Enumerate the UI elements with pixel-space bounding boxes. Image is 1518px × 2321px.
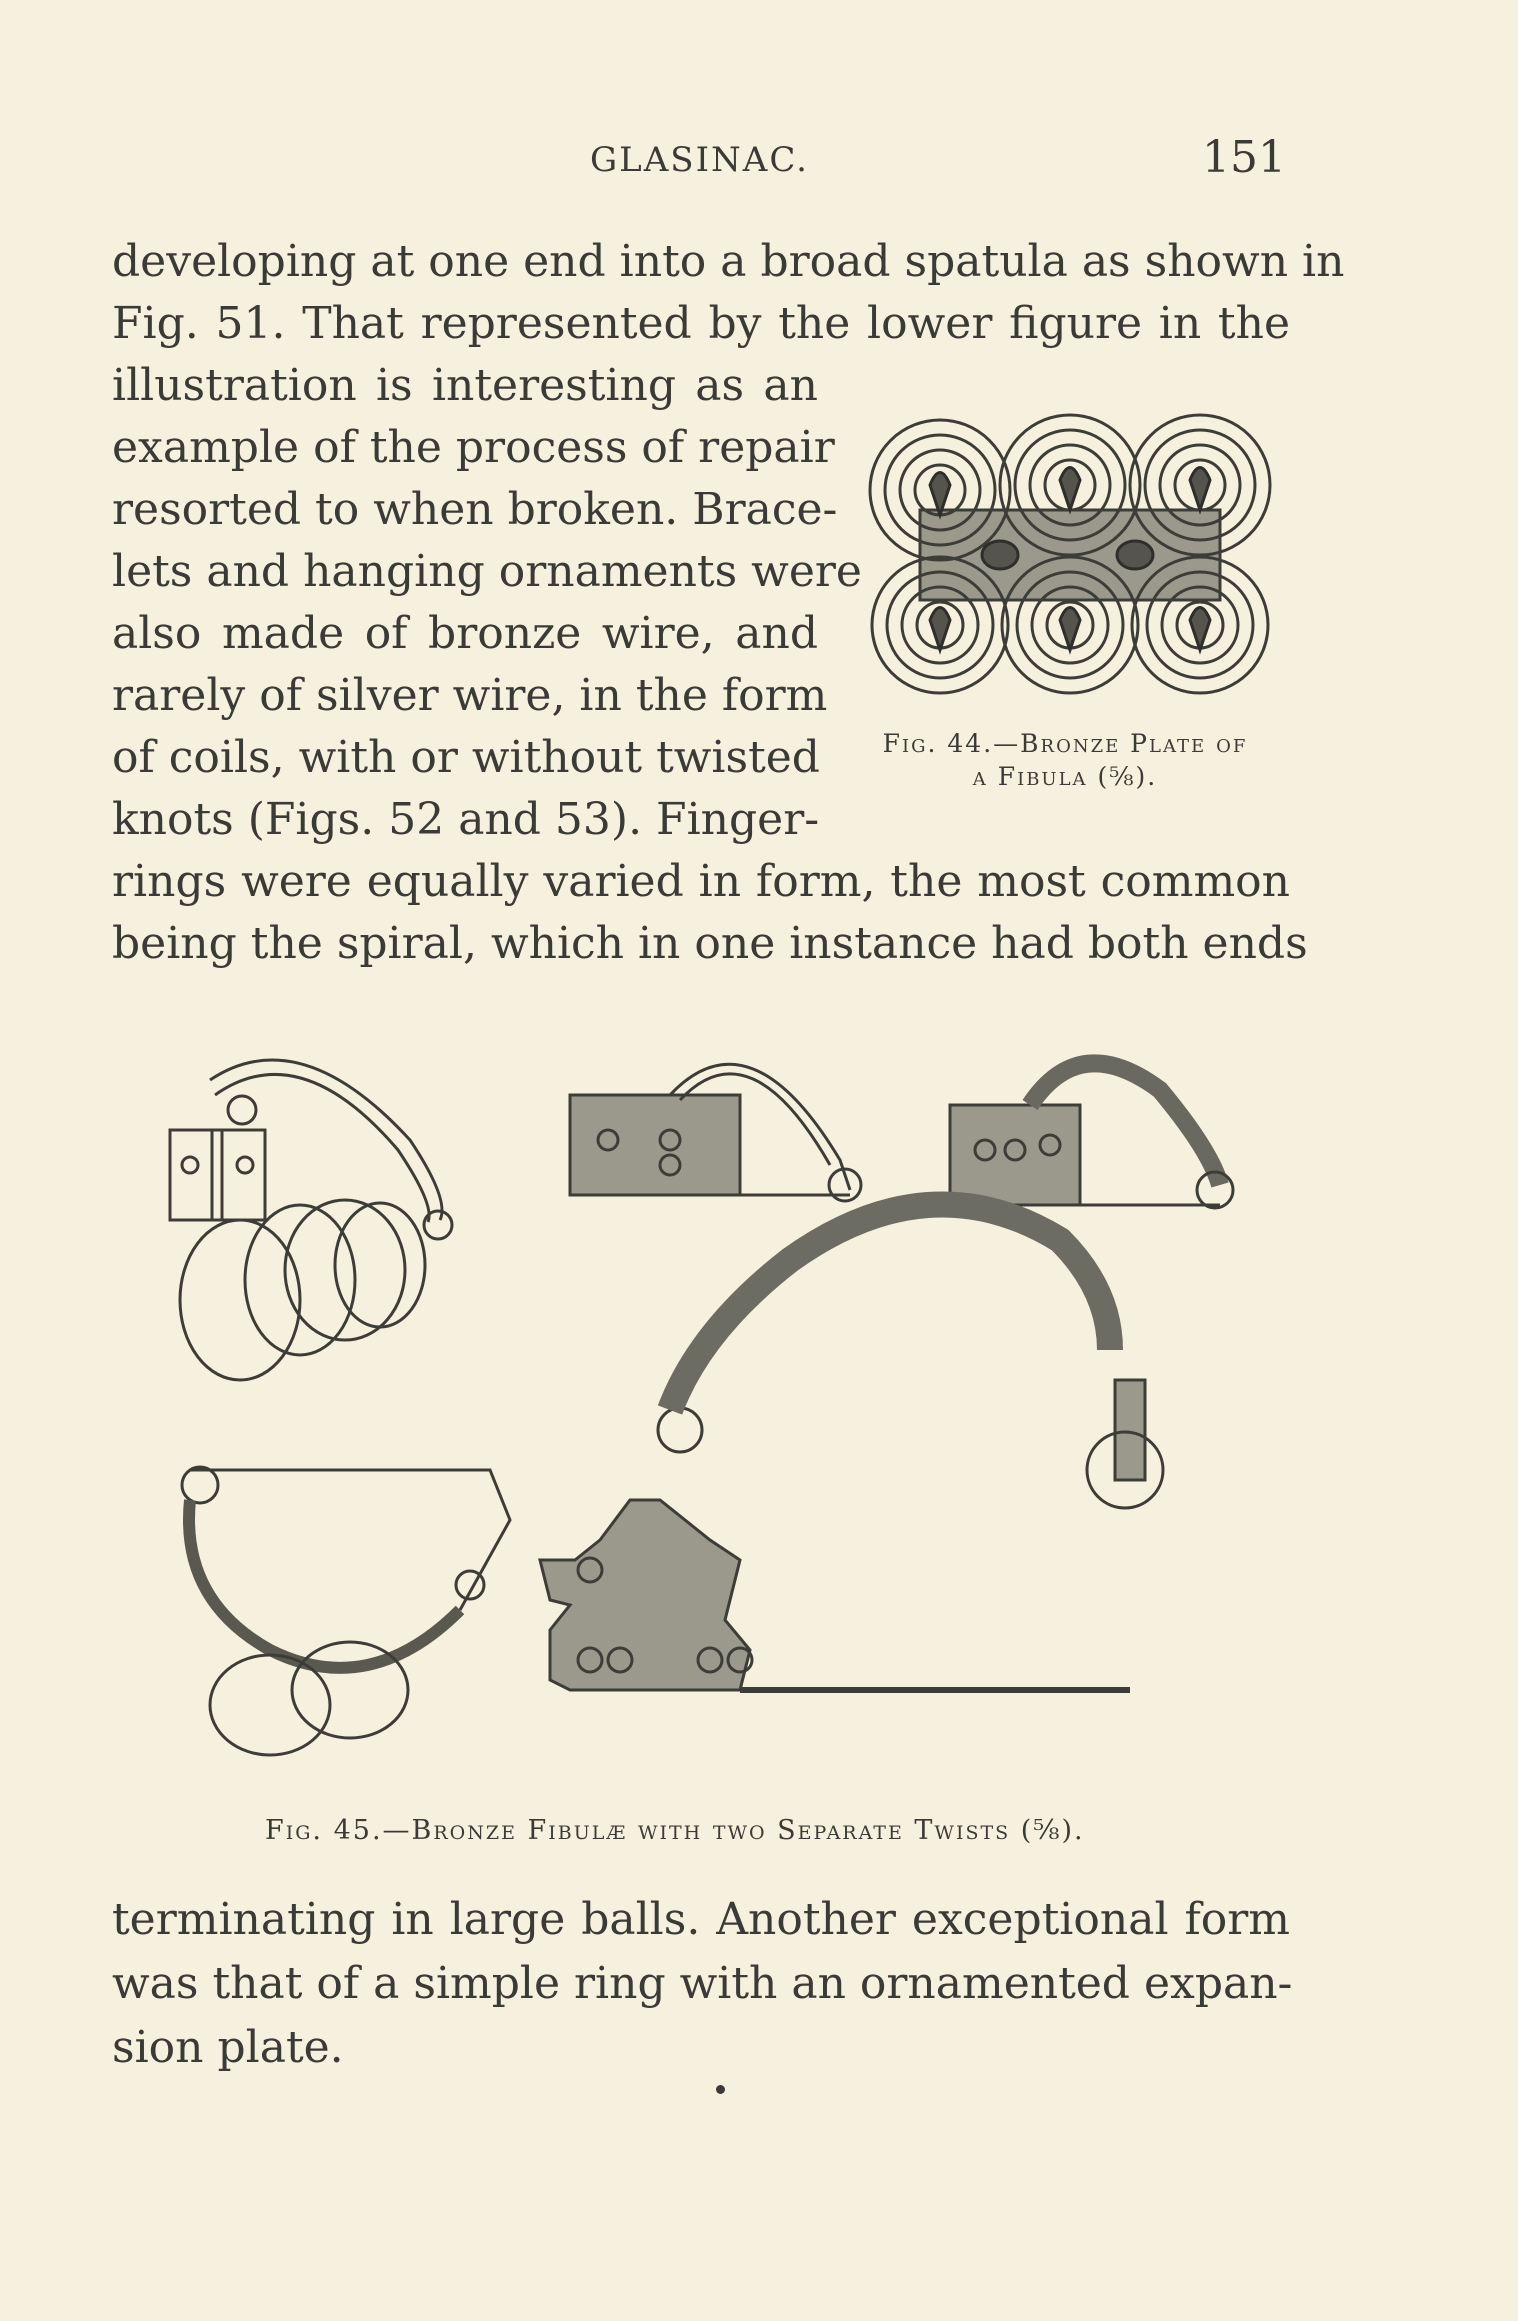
text-line: sion plate. [112, 2022, 344, 2073]
bow-fibula-top-right [950, 1063, 1233, 1208]
text-line: example of the process of repair [112, 422, 835, 473]
fibula-with-rings [170, 1060, 452, 1380]
text-line: being the spiral, which in one instance had both ends [112, 918, 1308, 969]
fig45-caption: Fig. 45.—Bronze Fibulæ with two Separate Twists (⅝). [265, 1815, 1085, 1846]
fig44-caption-line2: a Fibula (⅝). [972, 761, 1158, 791]
fig44-caption-line1: Fig. 44.—Bronze Plate of [882, 729, 1248, 758]
text-line: illustration is interesting as an [112, 360, 818, 411]
fig44-illustration [860, 410, 1280, 700]
text-line: of coils, with or without twisted [112, 732, 820, 783]
text-line: rarely of silver wire, in the form [112, 670, 828, 721]
semicircular-fibula [182, 1467, 510, 1755]
text-line: lets and hanging ornaments were [112, 546, 862, 597]
ink-dot [716, 2085, 725, 2094]
small-fibula [570, 1064, 861, 1201]
running-head: GLASINAC. [590, 140, 809, 180]
fig45-illustration [150, 1000, 1280, 1800]
text-line: terminating in large balls. Another exceptional form [112, 1894, 1290, 1945]
text-line: developing at one end into a broad spatula as shown in [112, 236, 1345, 287]
text-line: rings were equally varied in form, the most common [112, 856, 1290, 907]
fig44-caption [845, 728, 1285, 793]
page-number: 151 [1202, 132, 1286, 183]
large-fibula [540, 1204, 1163, 1690]
text-line: also made of bronze wire, and [112, 608, 818, 659]
text-line: resorted to when broken. Brace- [112, 484, 838, 535]
text-line: knots (Figs. 52 and 53). Finger- [112, 794, 820, 845]
text-line: Fig. 51. That represented by the lower figure in the [112, 298, 1290, 349]
text-line: was that of a simple ring with an ornamented expan- [112, 1958, 1293, 2009]
